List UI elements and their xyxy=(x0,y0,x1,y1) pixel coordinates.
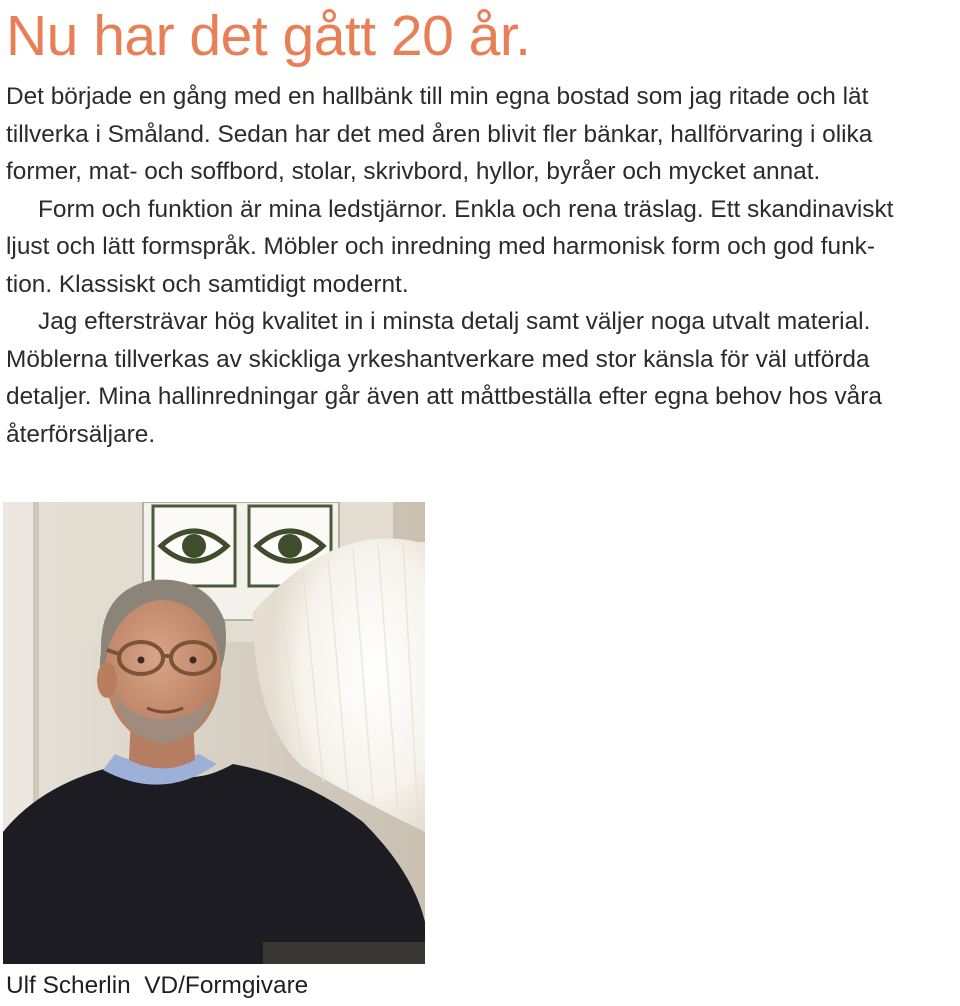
text-line: tillverka i Småland. Sedan har det med åren blivit fler bänkar, hallförvaring i olika xyxy=(6,120,873,148)
text-line: återförsäljare. xyxy=(6,420,156,448)
text-line: detaljer. Mina hallinredningar går även att måttbeställa efter egna behov hos våra xyxy=(6,383,882,410)
text-line: Det började en gång med en hallbänk till min egna bostad som jag ritade och lät xyxy=(6,83,869,110)
photo-caption: Ulf Scherlin VD/Formgivare xyxy=(6,972,309,999)
page-title: Nu har det gått 20 år. xyxy=(6,4,531,68)
text-line: Jag eftersträvar hög kvalitet in i minsta detalj samt väljer noga utvalt material. xyxy=(38,308,871,335)
text-line: Form och funktion är mina ledstjärnor. Enkla och rena träslag. Ett skandinaviskt xyxy=(38,195,894,223)
text-line: Möblerna tillverkas av skickliga yrkeshantverkare med stor känsla för väl utförda xyxy=(6,345,870,373)
portrait-photo xyxy=(3,502,425,964)
body-text xyxy=(6,78,956,453)
paragraph-quality xyxy=(6,303,956,453)
text-line: tion. Klassiskt och samtidigt modernt. xyxy=(6,270,409,298)
paragraph-intro xyxy=(6,78,956,191)
text-line: former, mat- och soffbord, stolar, skrivbord, hyllor, byråer och mycket annat. xyxy=(6,158,821,185)
portrait-illustration xyxy=(3,502,425,964)
paragraph-form xyxy=(6,191,956,304)
text-line: ljust och lätt formspråk. Möbler och inredning med harmonisk form och god funk- xyxy=(6,233,875,260)
